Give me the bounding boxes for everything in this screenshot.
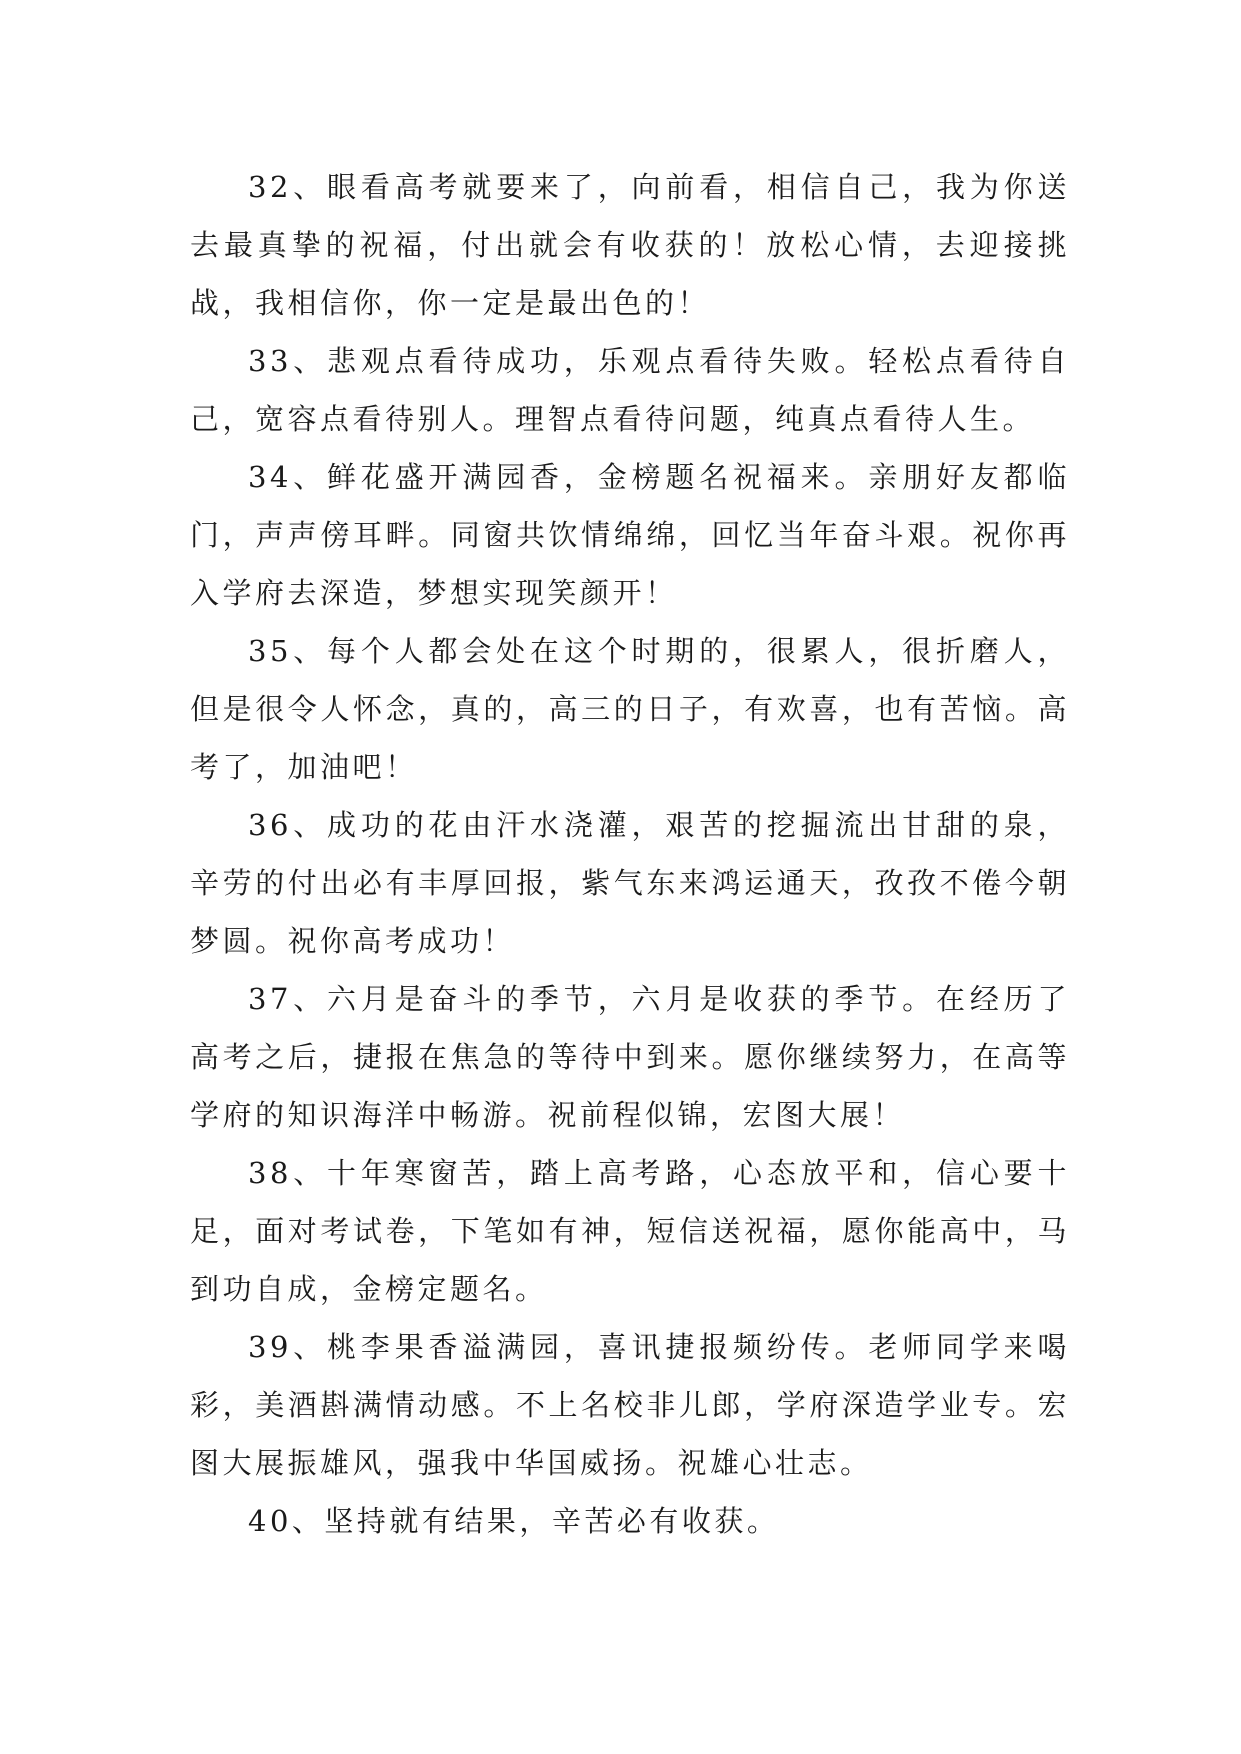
paragraph-34: 34、鲜花盛开满园香，金榜题名祝福来。亲朋好友都临门，声声傍耳畔。同窗共饮情绵绵，回忆当年奋斗艰。祝你再入学府去深造，梦想实现笑颜开！	[190, 460, 1070, 610]
paragraph-39: 39、桃李果香溢满园，喜讯捷报频纷传。老师同学来喝彩，美酒斟满情动感。不上名校非儿郎，学府深造学业专。宏图大展振雄风，强我中华国威扬。祝雄心壮志。	[190, 1330, 1070, 1480]
paragraph-37: 37、六月是奋斗的季节，六月是收获的季节。在经历了高考之后，捷报在焦急的等待中到来。愿你继续努力，在高等学府的知识海洋中畅游。祝前程似锦，宏图大展！	[190, 982, 1070, 1132]
paragraph-32: 32、眼看高考就要来了，向前看，相信自己，我为你送去最真挚的祝福，付出就会有收获的！放松心情，去迎接挑战，我相信你，你一定是最出色的！	[190, 170, 1070, 320]
paragraph-36: 36、成功的花由汗水浇灌，艰苦的挖掘流出甘甜的泉，辛劳的付出必有丰厚回报，紫气东来鸿运通天，孜孜不倦今朝梦圆。祝你高考成功！	[190, 808, 1070, 958]
paragraph-38: 38、十年寒窗苦，踏上高考路，心态放平和，信心要十足，面对考试卷，下笔如有神，短信送祝福，愿你能高中，马到功自成，金榜定题名。	[190, 1156, 1070, 1306]
paragraph-33: 33、悲观点看待成功，乐观点看待失败。轻松点看待自己，宽容点看待别人。理智点看待问题，纯真点看待人生。	[190, 344, 1070, 436]
document-body	[190, 158, 1070, 1550]
paragraph-40: 40、坚持就有结果，辛苦必有收获。	[248, 1504, 780, 1538]
paragraph-35: 35、每个人都会处在这个时期的，很累人，很折磨人，但是很令人怀念，真的，高三的日子，有欢喜，也有苦恼。高考了，加油吧！	[190, 634, 1070, 784]
